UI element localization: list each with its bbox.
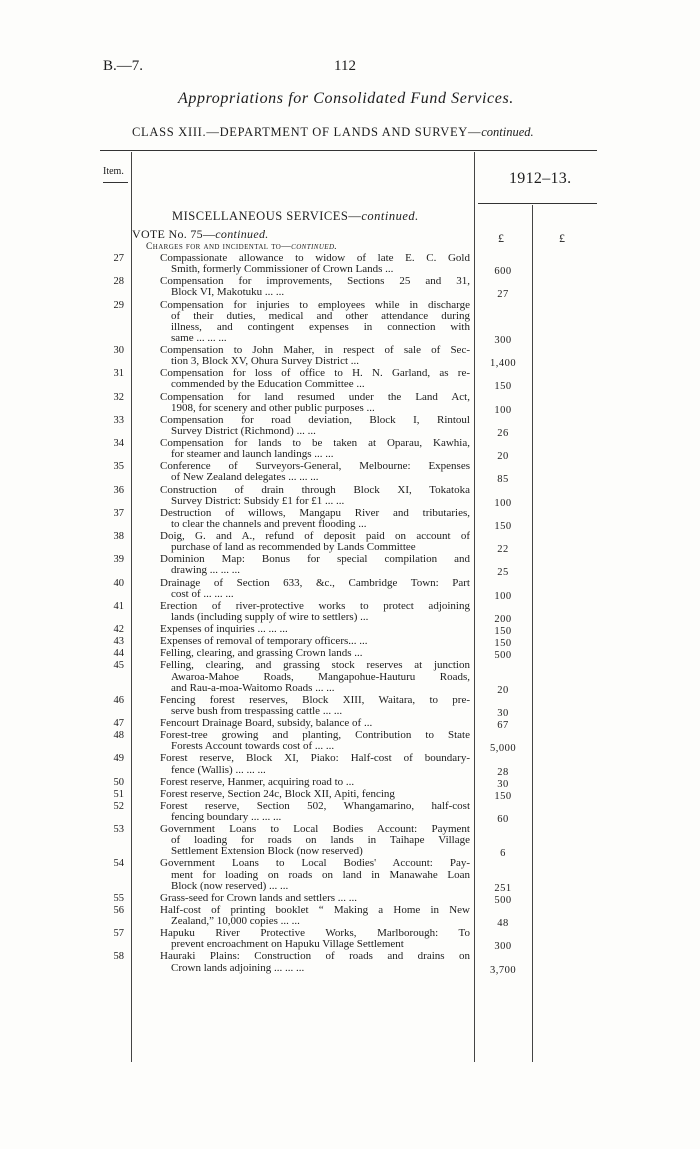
item-description-line: of New Zealand delegates ... ... ... xyxy=(171,472,319,484)
item-description-line: Forest reserve, Section 502, Whangamarino, half-cost xyxy=(160,800,470,812)
item-number: 28 xyxy=(113,276,124,288)
item-description-line: Government Loans to Local Bodies' Account: Pay- xyxy=(160,858,470,870)
item-description-line: Drainage of Section 633, &c., Cambridge Town: Part xyxy=(160,577,470,589)
item-description-line: tion 3, Block XV, Ohura Survey District ... xyxy=(171,356,360,368)
item-amount: 28 xyxy=(497,766,509,778)
section-heading xyxy=(172,209,419,224)
item-number: 29 xyxy=(113,299,124,311)
item-amount: 30 xyxy=(497,707,509,719)
item-amount: 3,700 xyxy=(489,964,517,976)
item-description-line: Destruction of willows, Mangapu River and tributaries, xyxy=(160,507,470,519)
item-amount: 85 xyxy=(497,474,509,486)
item-amount: 500 xyxy=(494,650,512,662)
item-description-line: Conference of Surveyors-General, Melbourne: Expenses xyxy=(160,461,470,473)
item-description-line: Felling, clearing, and grassing stock reserves at junction xyxy=(160,660,470,672)
item-description-line: Expenses of removal of temporary officers... ... xyxy=(160,636,368,648)
item-description-line: Block VI, Makotuku ... ... xyxy=(171,287,285,299)
item-amount: 30 xyxy=(497,778,509,790)
item-amount: 251 xyxy=(494,882,512,894)
item-number: 54 xyxy=(113,858,124,870)
item-number: 36 xyxy=(113,484,124,496)
item-description-line: Block (now reserved) ... ... xyxy=(171,880,289,892)
item-description-line: Compensation for injuries to employees while in discharge xyxy=(160,299,470,311)
pound-sign-column-1: £ xyxy=(498,231,504,245)
item-number: 40 xyxy=(113,577,124,589)
item-number: 42 xyxy=(113,624,124,636)
item-description-line: 1908, for scenery and other public purposes ... xyxy=(171,402,375,414)
item-description-line: Settlement Extension Block (now reserved) xyxy=(171,846,363,858)
item-description-line: Forest reserve, Section 24c, Block XII, Apiti, fencing xyxy=(160,788,395,800)
item-amount: 25 xyxy=(497,567,509,579)
item-number: 47 xyxy=(113,718,124,729)
item-description-line: of their duties, medical and other attendance during xyxy=(171,310,470,322)
item-description-line: Compensation for loss of office to H. N. Garland, as re- xyxy=(160,368,470,380)
item-number: 38 xyxy=(113,531,124,543)
item-description-line: Smith, formerly Commissioner of Crown Lands ... xyxy=(171,264,394,276)
item-amount: 1,400 xyxy=(489,358,517,370)
item-amount: 150 xyxy=(494,381,512,393)
class-heading xyxy=(132,125,534,140)
item-number: 57 xyxy=(113,928,124,940)
item-amount: 300 xyxy=(494,941,512,953)
item-description-line: fencing boundary ... ... ... xyxy=(171,811,282,823)
item-number: 52 xyxy=(113,800,124,812)
item-description-line: Dominion Map: Bonus for special compilation and xyxy=(160,554,470,566)
item-description-line: Forests Account towards cost of ... ... xyxy=(171,741,335,753)
item-number: 51 xyxy=(113,788,124,800)
item-description-line: Zealand,” 10,000 copies ... ... xyxy=(171,916,300,928)
page-number: 112 xyxy=(334,58,356,74)
item-number: 49 xyxy=(113,753,124,765)
item-amount: 20 xyxy=(497,451,509,463)
item-number: 31 xyxy=(113,368,124,380)
item-column-header: Item. xyxy=(103,166,124,177)
item-amount: 20 xyxy=(497,684,509,696)
item-header-underline xyxy=(103,182,128,183)
item-number: 33 xyxy=(113,414,124,426)
item-amount: 60 xyxy=(497,813,509,825)
item-description-line: ment for loading on roads on land in Manawahe Loan xyxy=(171,869,470,881)
item-description-line: of loading for roads on lands in Taihape Village xyxy=(171,835,470,847)
year-column-header: 1912–13. xyxy=(509,170,572,187)
item-number: 50 xyxy=(113,776,124,788)
item-amount: 27 xyxy=(497,289,509,301)
item-description-line: Half-cost of printing booklet “ Making a Home in New xyxy=(160,904,470,916)
item-amount: 5,000 xyxy=(489,743,517,755)
item-description-line: Government Loans to Local Bodies Account: Payment xyxy=(160,824,470,836)
item-amount: 150 xyxy=(494,626,512,638)
item-description-line: for steamer and launch landings ... ... xyxy=(171,449,334,461)
item-description-line: Fencing forest reserves, Block XIII, Waitara, to pre- xyxy=(160,694,470,706)
class-heading-continued: continued. xyxy=(481,125,534,139)
item-number: 53 xyxy=(113,824,124,836)
item-description-line: Compensation for road deviation, Block I, Rintoul xyxy=(160,414,470,426)
item-description-line: prevent encroachment on Hapuku Village Settlement xyxy=(171,939,404,951)
item-number: 27 xyxy=(113,253,124,264)
item-number: 41 xyxy=(113,600,124,612)
item-amount: 100 xyxy=(494,404,512,416)
item-number: 34 xyxy=(113,438,124,450)
item-description-line: illness, and contingent expenses in connection with xyxy=(171,321,470,333)
header-top-rule xyxy=(100,150,597,151)
item-description-line: Expenses of inquiries ... ... ... xyxy=(160,624,288,636)
item-amount: 22 xyxy=(497,544,509,556)
item-amount: 100 xyxy=(494,497,512,509)
item-amount: 67 xyxy=(497,720,509,731)
vote-heading-text: VOTE No. 75— xyxy=(132,227,216,241)
charges-subheading xyxy=(146,242,337,252)
item-amount: 150 xyxy=(494,790,512,802)
charges-subheading-continued: continued. xyxy=(291,242,338,252)
item-number: 30 xyxy=(113,345,124,357)
item-amount: 500 xyxy=(494,894,512,906)
item-description-line: Compassionate allowance to widow of late E. C. Gold xyxy=(160,253,470,264)
item-description-line: same ... ... ... xyxy=(171,332,227,344)
item-description-line: Construction of drain through Block XI, Tokatoka xyxy=(160,484,470,496)
item-amount: 150 xyxy=(494,638,512,650)
item-description-line: Compensation for land resumed under the Land Act, xyxy=(160,391,470,403)
item-number: 35 xyxy=(113,461,124,473)
item-number: 45 xyxy=(113,660,124,672)
vote-heading xyxy=(132,227,269,242)
item-number: 37 xyxy=(113,507,124,519)
item-description-line: Awaroa-Mahoe Roads, Mangapohue-Hauturu Roads, xyxy=(171,671,470,683)
section-heading-text: MISCELLANEOUS SERVICES— xyxy=(172,209,362,223)
item-description-line: Forest reserve, Block XI, Piako: Half-cost of boundary- xyxy=(160,753,470,765)
item-amount: 100 xyxy=(494,590,512,602)
item-description-line: Survey District (Richmond) ... ... xyxy=(171,425,316,437)
amount-column-middle-rule xyxy=(532,205,533,1062)
item-column-rule xyxy=(131,152,132,1062)
item-number: 32 xyxy=(113,391,124,403)
item-amount: 6 xyxy=(500,848,506,860)
item-description-line: Compensation for lands to be taken at Oparau, Kawhia, xyxy=(160,438,470,450)
item-number: 39 xyxy=(113,554,124,566)
item-number: 43 xyxy=(113,636,124,648)
item-number: 44 xyxy=(113,648,124,660)
item-amount: 150 xyxy=(494,520,512,532)
item-number: 55 xyxy=(113,892,124,904)
vote-heading-continued: continued. xyxy=(215,227,269,241)
item-number: 46 xyxy=(113,694,124,706)
item-description-line: and Rau-a-moa-Waitomo Roads ... ... xyxy=(171,682,335,694)
item-description-line: lands (including supply of wire to settlers) ... xyxy=(171,611,369,623)
item-description-line: Hapuku River Protective Works, Marlborough: To xyxy=(160,928,470,940)
item-amount: 48 xyxy=(497,918,509,930)
item-description-line: Fencourt Drainage Board, subsidy, balance of ... xyxy=(160,718,373,729)
item-description-line: fence (Wallis) ... ... ... xyxy=(171,764,266,776)
item-description-line: purchase of land as recommended by Lands Committee xyxy=(171,542,416,554)
item-description-line: Hauraki Plains: Construction of roads and drains on xyxy=(160,951,470,963)
item-description-line: Felling, clearing, and grassing Crown lands ... xyxy=(160,648,363,660)
section-heading-continued: continued. xyxy=(361,209,419,223)
item-description-line: Forest reserve, Hanmer, acquiring road to ... xyxy=(160,776,355,788)
item-description-line: drawing ... ... ... xyxy=(171,565,241,577)
year-header-rule xyxy=(478,203,597,204)
item-number: 48 xyxy=(113,730,124,742)
item-description-line: Survey District: Subsidy £1 for £1 ... ... xyxy=(171,495,345,507)
item-amount: 300 xyxy=(494,334,512,346)
charges-subheading-text: Charges for and incidental to— xyxy=(146,242,292,252)
class-heading-text: CLASS XIII.—DEPARTMENT OF LANDS AND SURVEY— xyxy=(132,125,482,139)
item-description-line: Grass-seed for Crown lands and settlers ... ... xyxy=(160,892,358,904)
item-description-line: commended by the Education Committee ... xyxy=(171,379,365,391)
document-reference: B.—7. xyxy=(103,58,144,74)
item-description-line: Compensation to John Maher, in respect of sale of Sec- xyxy=(160,345,470,357)
item-description-line: Compensation for improvements, Sections 25 and 31, xyxy=(160,276,470,288)
item-description-line: Forest-tree growing and planting, Contribution to State xyxy=(160,730,470,742)
item-description-line: Crown lands adjoining ... ... ... xyxy=(171,962,305,974)
item-description-line: to clear the channels and prevent flooding ... xyxy=(171,518,367,530)
item-description-line: serve bush from trespassing cattle ... ... xyxy=(171,705,343,717)
item-number: 58 xyxy=(113,951,124,963)
item-description-line: Doig, G. and A., refund of deposit paid on account of xyxy=(160,531,470,543)
item-description-line: Erection of river-protective works to protect adjoining xyxy=(160,600,470,612)
item-amount: 200 xyxy=(494,613,512,625)
item-description-line: cost of ... ... ... xyxy=(171,588,234,600)
item-number: 56 xyxy=(113,904,124,916)
item-amount: 600 xyxy=(494,266,512,278)
pound-sign-column-2: £ xyxy=(559,231,565,245)
item-amount: 26 xyxy=(497,427,509,439)
page-title: Appropriations for Consolidated Fund Services. xyxy=(178,90,514,107)
